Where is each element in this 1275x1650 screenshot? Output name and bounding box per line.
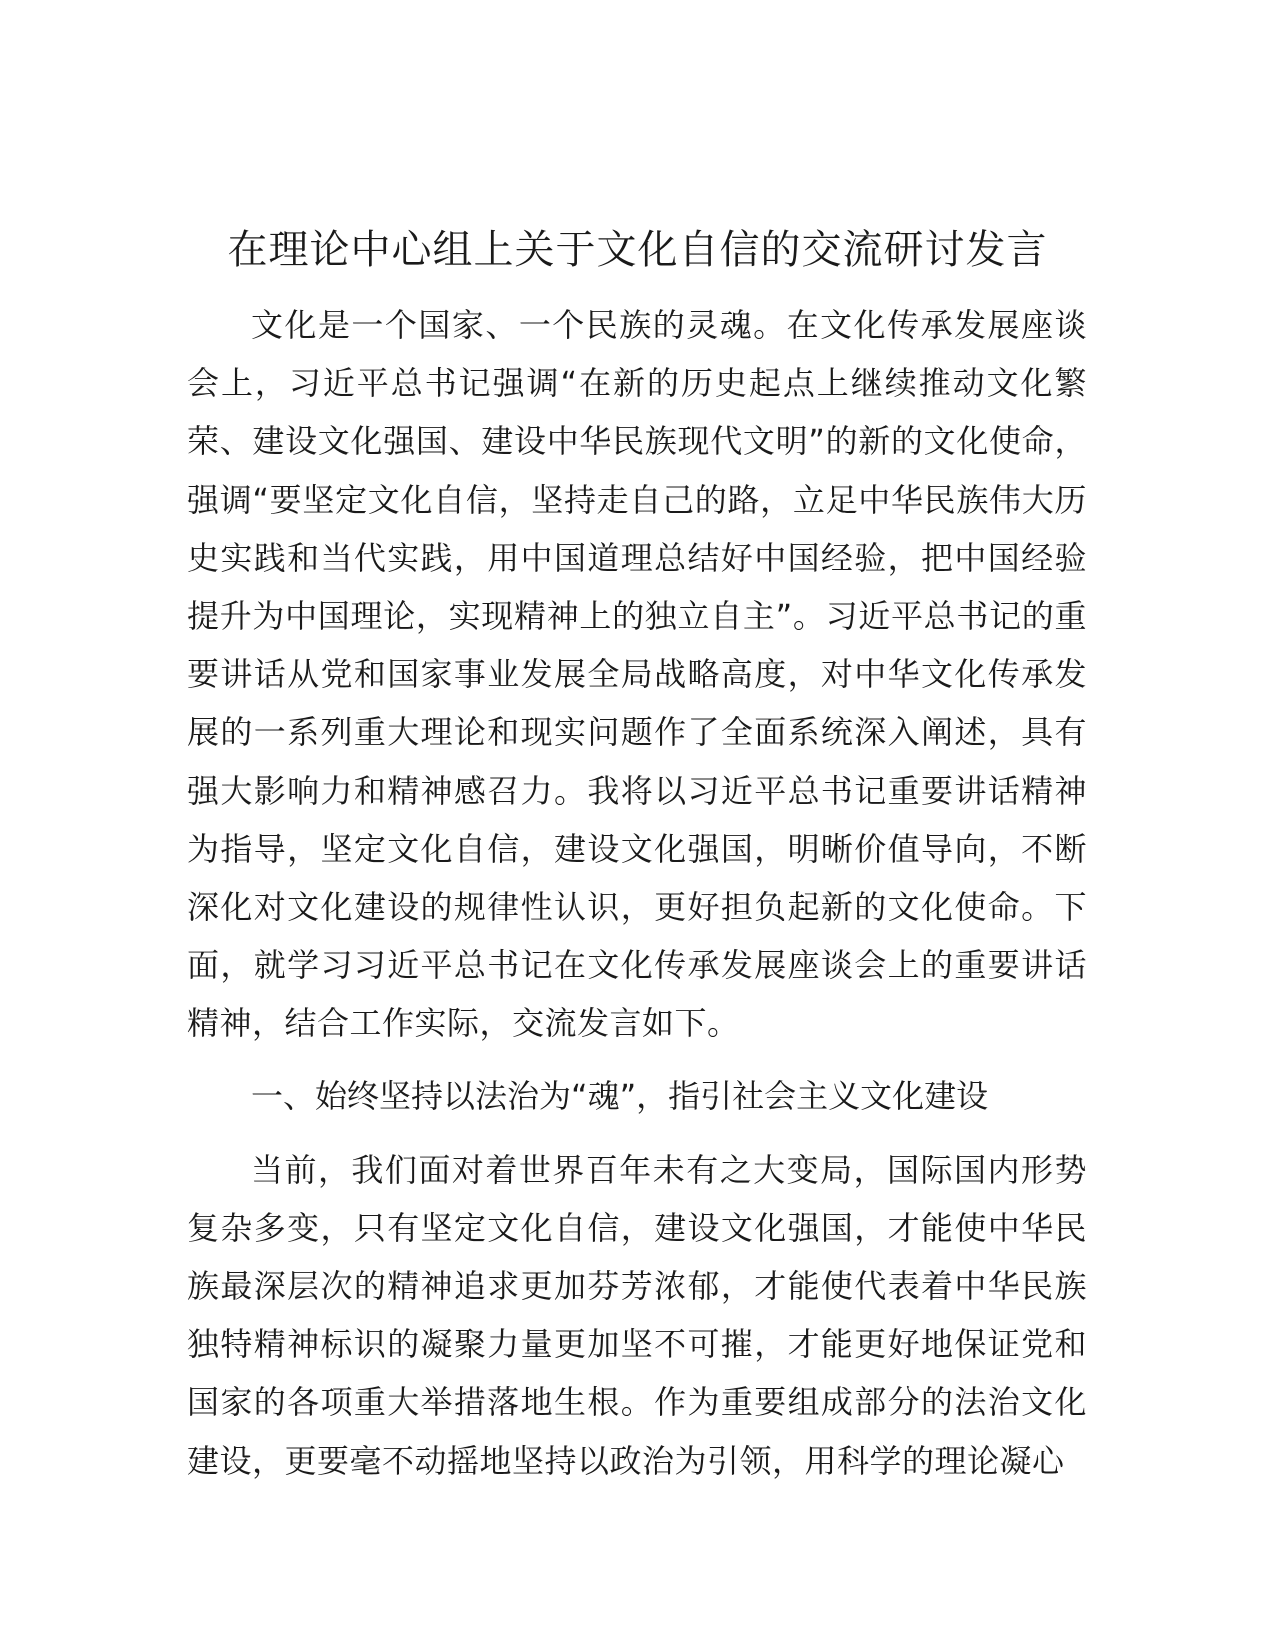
section-heading-1: 一、始终坚持以法治为“魂”，指引社会主义文化建设	[251, 1076, 989, 1115]
intro-paragraph: 文化是一个国家、一个民族的灵魂。在文化传承发展座谈会上，习近平总书记强调“在新的历史起点上继续推动文化繁荣、建设文化强国、建设中华民族现代文明”的新的文化使命，强调“要坚定文化自信，坚持走自己的路，立足中华民族伟大历史实践和当代实践，用中国道理总结好中国经验，把中国经验提升为中国理论，实现精神上的独立自主”。习近平总书记的重要讲话从党和国家事业发展全局战略高度，对中华文化传承发展的一系列重大理论和现实问题作了全面系统深入阐述，具有强大影响力和精神感召力。我将以习近平总书记重要讲话精神为指导，坚定文化自信，建设文化强国，明晰价值导向，不断深化对文化建设的规律性认识，更好担负起新的文化使命。下面，就学习习近平总书记在文化传承发展座谈会上的重要讲话精神，结合工作实际，交流发言如下。	[187, 306, 1087, 1043]
document-body	[187, 296, 1087, 1490]
section-1-paragraph: 当前，我们面对着世界百年未有之大变局，国际国内形势复杂多变，只有坚定文化自信，建设文化强国，才能使中华民族最深层次的精神追求更加芬芳浓郁，才能使代表着中华民族独特精神标识的凝聚力量更加坚不可摧，才能更好地保证党和国家的各项重大举措落地生根。作为重要组成部分的法治文化建设，更要毫不动摇地坚持以政治为引领，用科学的理论凝心	[187, 1150, 1087, 1480]
document-title: 在理论中心组上关于文化自信的交流研讨发言	[227, 227, 1048, 273]
